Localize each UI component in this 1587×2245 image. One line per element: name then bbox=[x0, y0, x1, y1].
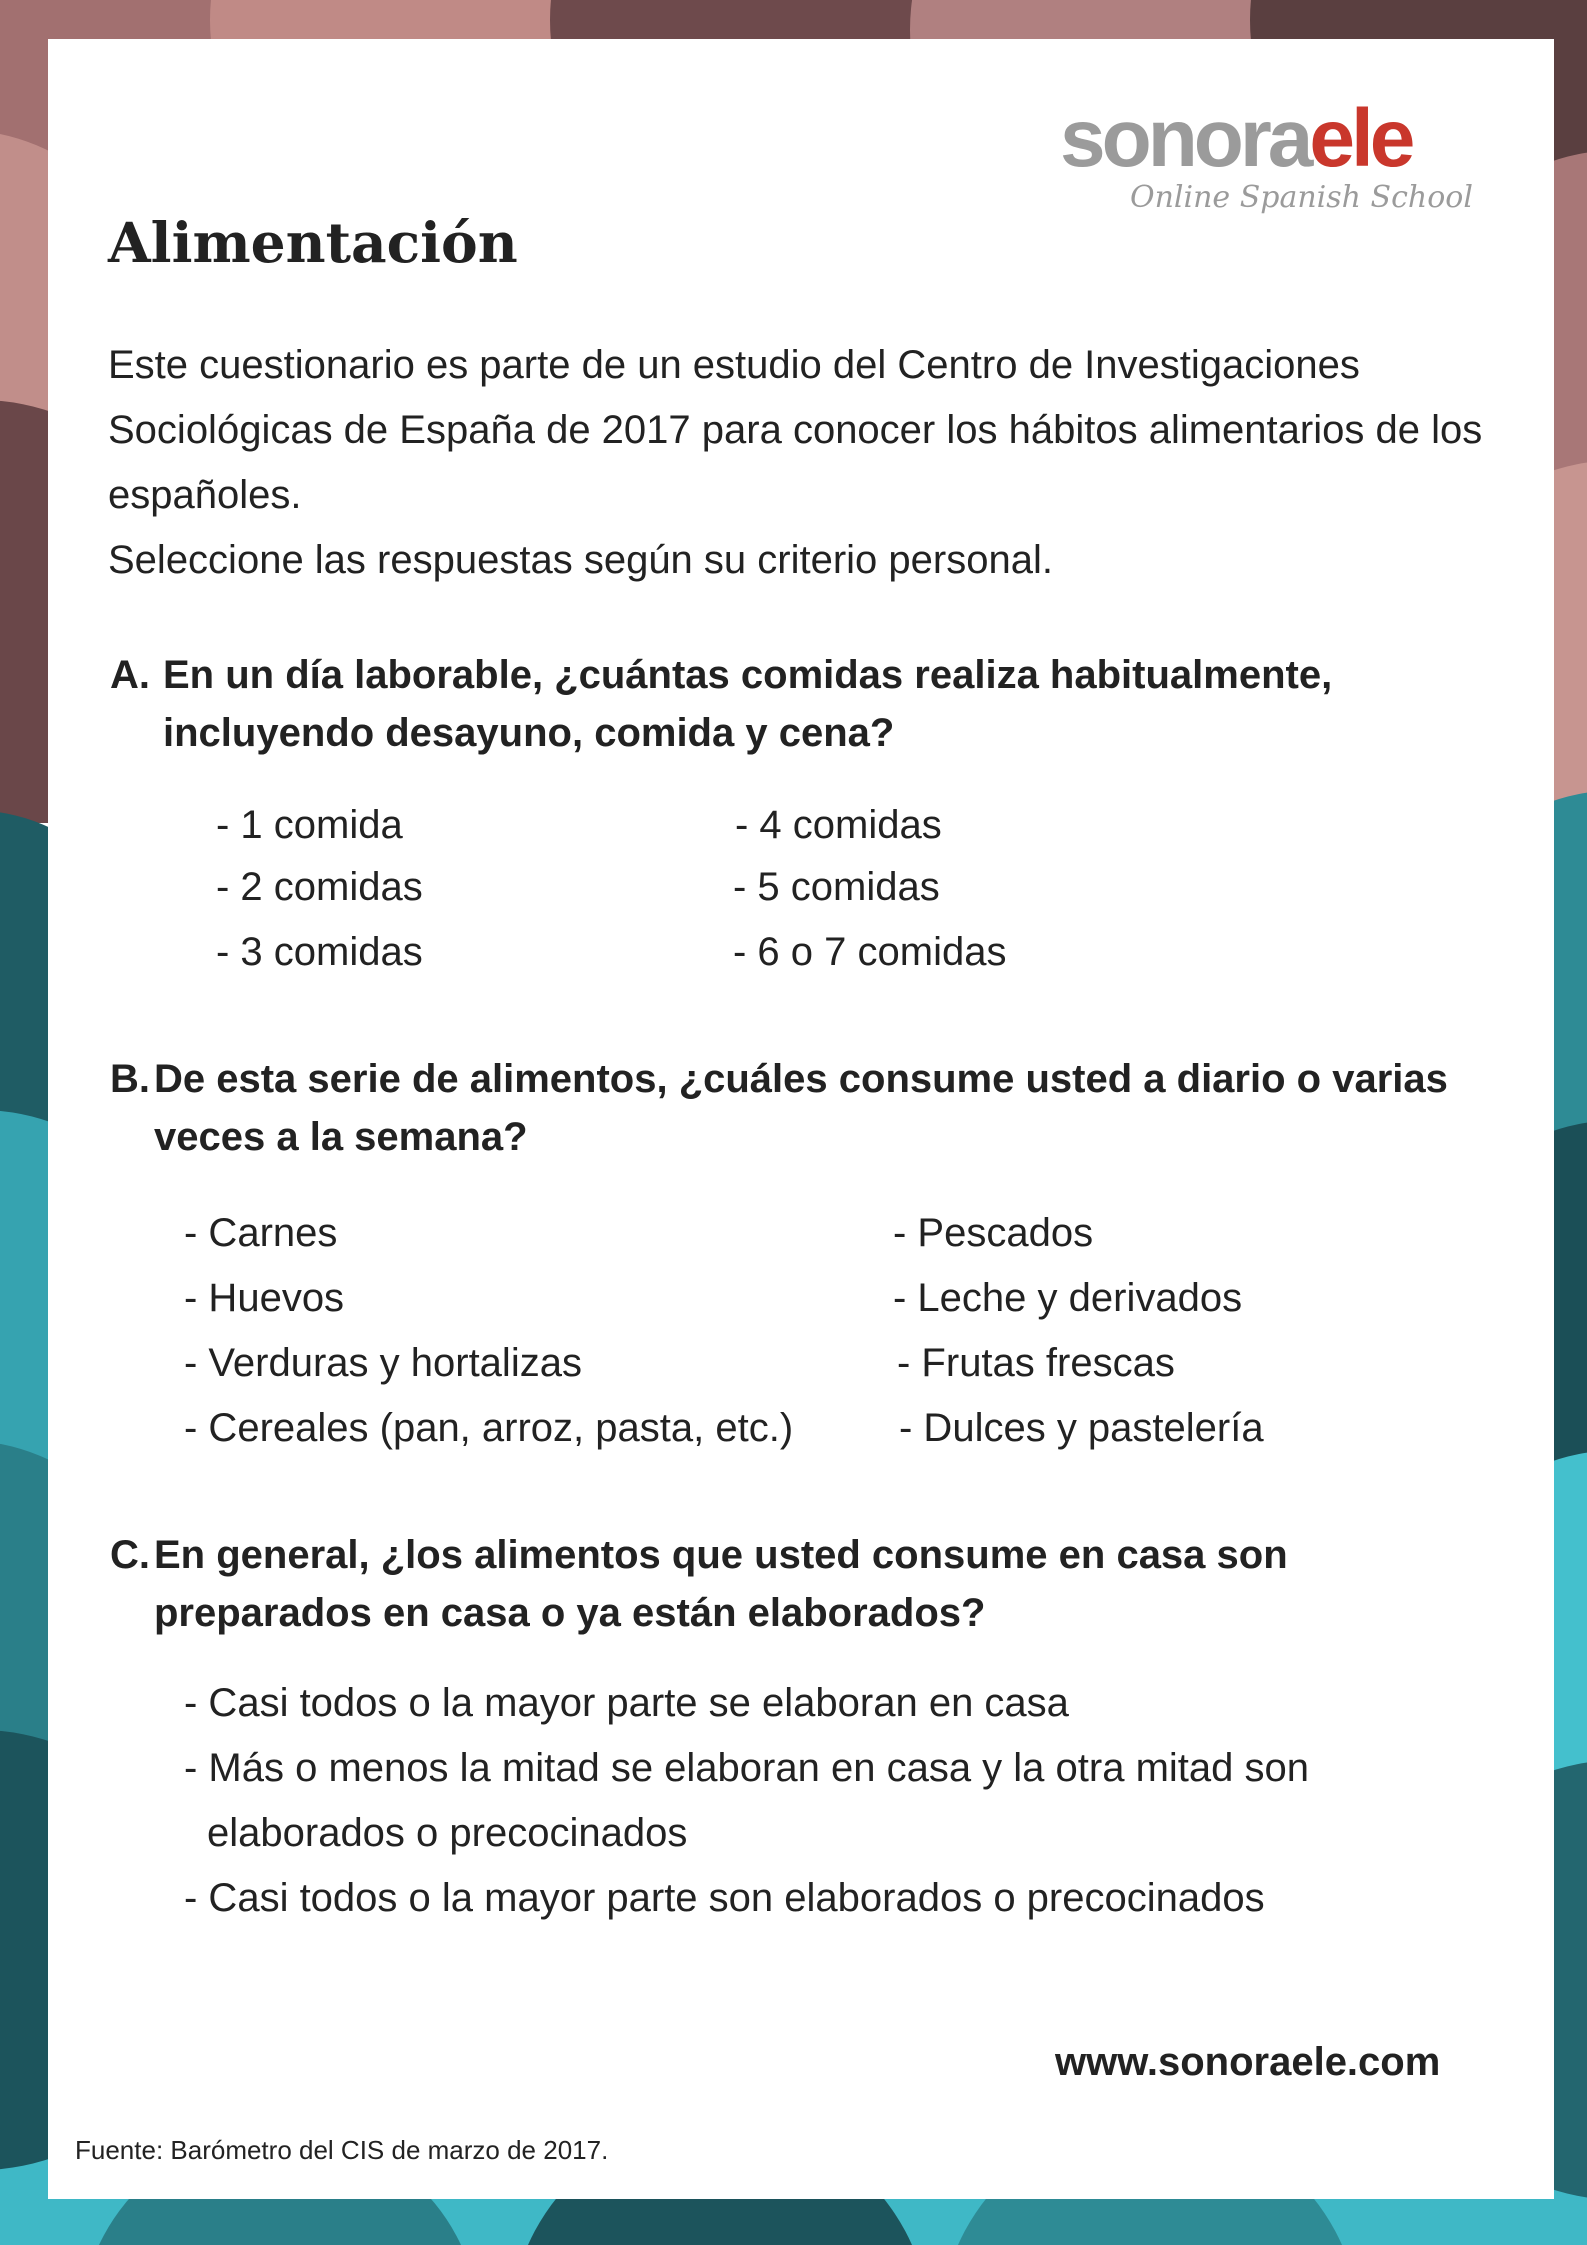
option-c-1[interactable]: - Casi todos o la mayor parte se elaboran en casa bbox=[184, 1681, 1069, 1725]
question-b bbox=[110, 1050, 1510, 1166]
option-b-8[interactable]: - Dulces y pastelería bbox=[899, 1406, 1264, 1450]
brand-logo[interactable] bbox=[1060, 93, 1500, 228]
question-letter: C. bbox=[110, 1533, 150, 1577]
option-b-7[interactable]: - Frutas frescas bbox=[897, 1341, 1175, 1385]
option-b-5[interactable]: - Pescados bbox=[893, 1211, 1094, 1255]
option-a-1[interactable]: - 1 comida bbox=[216, 803, 403, 847]
option-b-3[interactable]: - Verduras y hortalizas bbox=[184, 1341, 582, 1385]
option-a-2[interactable]: - 2 comidas bbox=[216, 865, 423, 909]
page-title: Alimentación bbox=[108, 210, 518, 275]
question-letter: A. bbox=[110, 653, 150, 697]
question-text: En general, ¿los alimentos que usted consume en casa son preparados en casa o ya están elaborados? bbox=[154, 1533, 1288, 1635]
intro-text bbox=[108, 333, 1508, 593]
option-a-4[interactable]: - 4 comidas bbox=[735, 803, 942, 847]
logo-tagline: Online Spanish School bbox=[1130, 180, 1473, 215]
source-note: Fuente: Barómetro del CIS de marzo de 2017. bbox=[75, 2135, 609, 2165]
option-c-2-continuation: elaborados o precocinados bbox=[207, 1811, 688, 1855]
logo-wordmark bbox=[1060, 93, 1500, 184]
question-letter: B. bbox=[110, 1057, 150, 1101]
option-a-3[interactable]: - 3 comidas bbox=[216, 930, 423, 974]
logo-word-red: ele bbox=[1309, 93, 1412, 184]
question-text: En un día laborable, ¿cuántas comidas realiza habitualmente, incluyendo desayuno, comida y cena? bbox=[163, 653, 1333, 755]
option-c-3[interactable]: - Casi todos o la mayor parte son elaborados o precocinados bbox=[184, 1876, 1265, 1920]
option-a-5[interactable]: - 5 comidas bbox=[733, 865, 940, 909]
option-b-6[interactable]: - Leche y derivados bbox=[893, 1276, 1243, 1320]
option-b-2[interactable]: - Huevos bbox=[184, 1276, 345, 1320]
intro-instruction: Seleccione las respuestas según su criterio personal. bbox=[108, 538, 1053, 582]
intro-paragraph: Este cuestionario es parte de un estudio del Centro de Investigaciones Sociológicas de España de 2017 para conocer los hábitos alimentarios de los españoles. bbox=[108, 343, 1483, 517]
option-c-2[interactable]: - Más o menos la mitad se elaboran en casa y la otra mitad son bbox=[184, 1746, 1309, 1790]
logo-word-grey: sonora bbox=[1060, 93, 1310, 184]
question-text: De esta serie de alimentos, ¿cuáles consume usted a diario o varias veces a la semana? bbox=[154, 1057, 1448, 1159]
option-b-1[interactable]: - Carnes bbox=[184, 1211, 338, 1255]
option-b-4[interactable]: - Cereales (pan, arroz, pasta, etc.) bbox=[184, 1406, 794, 1450]
question-c bbox=[110, 1526, 1510, 1642]
option-a-6[interactable]: - 6 o 7 comidas bbox=[733, 930, 1007, 974]
question-a bbox=[110, 646, 1510, 762]
website-link[interactable]: www.sonoraele.com bbox=[1055, 2040, 1441, 2084]
